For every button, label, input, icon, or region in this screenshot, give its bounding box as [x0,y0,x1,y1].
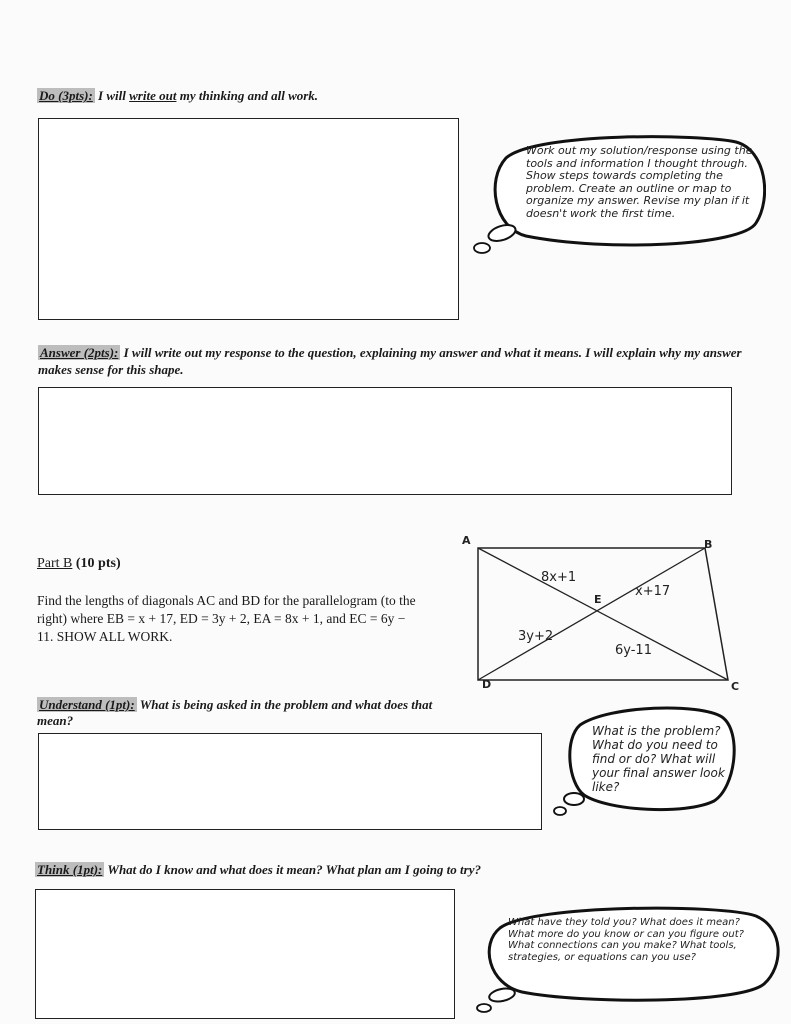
do-text-before: I will [94,88,130,103]
diagonal-bd [478,548,705,680]
part-b-problem: Find the lengths of diagonals AC and BD for the parallelogram (to the right) where EB = x + 17, ED = 3y + 2, EA = 8x + 1, and EC = 6y − 11. SHOW ALL WORK. [37,593,416,644]
do-heading [37,88,318,104]
answer-text: I will write out my response to the question, explaining my answer and what it means. I will explain why my answer makes sense for this shape. [38,345,742,377]
diagonal-ac [478,548,728,680]
understand-text: What is being asked in the problem and what does that mean? [37,697,433,728]
think-answer-box[interactable] [35,889,455,1019]
do-text-after: my thinking and all work. [176,88,319,103]
do-answer-box[interactable] [38,118,459,320]
vertex-d-label: D [482,678,492,691]
answer-heading [38,344,768,378]
do-underlined: write out [129,88,177,103]
part-b-points: (10 pts) [72,556,121,571]
answer-tag: Answer (2pts): [40,345,119,360]
part-b-title: Part B [37,556,73,571]
understand-answer-box[interactable] [38,733,542,830]
think-bubble-text: What have they told you? What does it mean? What more do you know or can you figure out? What connections can you make? What tools, strategies, or equations can you use? [508,917,744,963]
understand-bubble-text: What is the problem? What do you need to find or do? What will your final answer look like? [592,724,725,794]
understand-heading [37,697,437,729]
segment-ed-label: 3y+2 [518,629,554,644]
segment-ea-label: 8x+1 [541,570,577,585]
part-b-heading [37,556,121,572]
think-heading [35,862,635,878]
do-tag: Do (3pts): [39,88,93,103]
think-tag: Think (1pt): [37,862,103,877]
segment-ec-label: 6y-11 [615,643,652,658]
answer-box[interactable] [38,387,732,495]
segment-eb-label: x+17 [635,584,671,599]
do-bubble-text: Work out my solution/response using the tools and information I thought through. Show steps towards completing the problem. Create an outline or map to organize my answer. Revise my plan if it doesn't work the first time. [526,144,753,220]
think-text: What do I know and what does it mean? What plan am I going to try? [104,862,481,877]
vertex-a-label: A [462,534,471,547]
understand-tag: Understand (1pt): [39,697,135,712]
vertex-b-label: B [704,538,713,551]
vertex-c-label: C [731,680,740,693]
vertex-e-label: E [594,593,602,606]
parallelogram-figure [455,528,755,698]
